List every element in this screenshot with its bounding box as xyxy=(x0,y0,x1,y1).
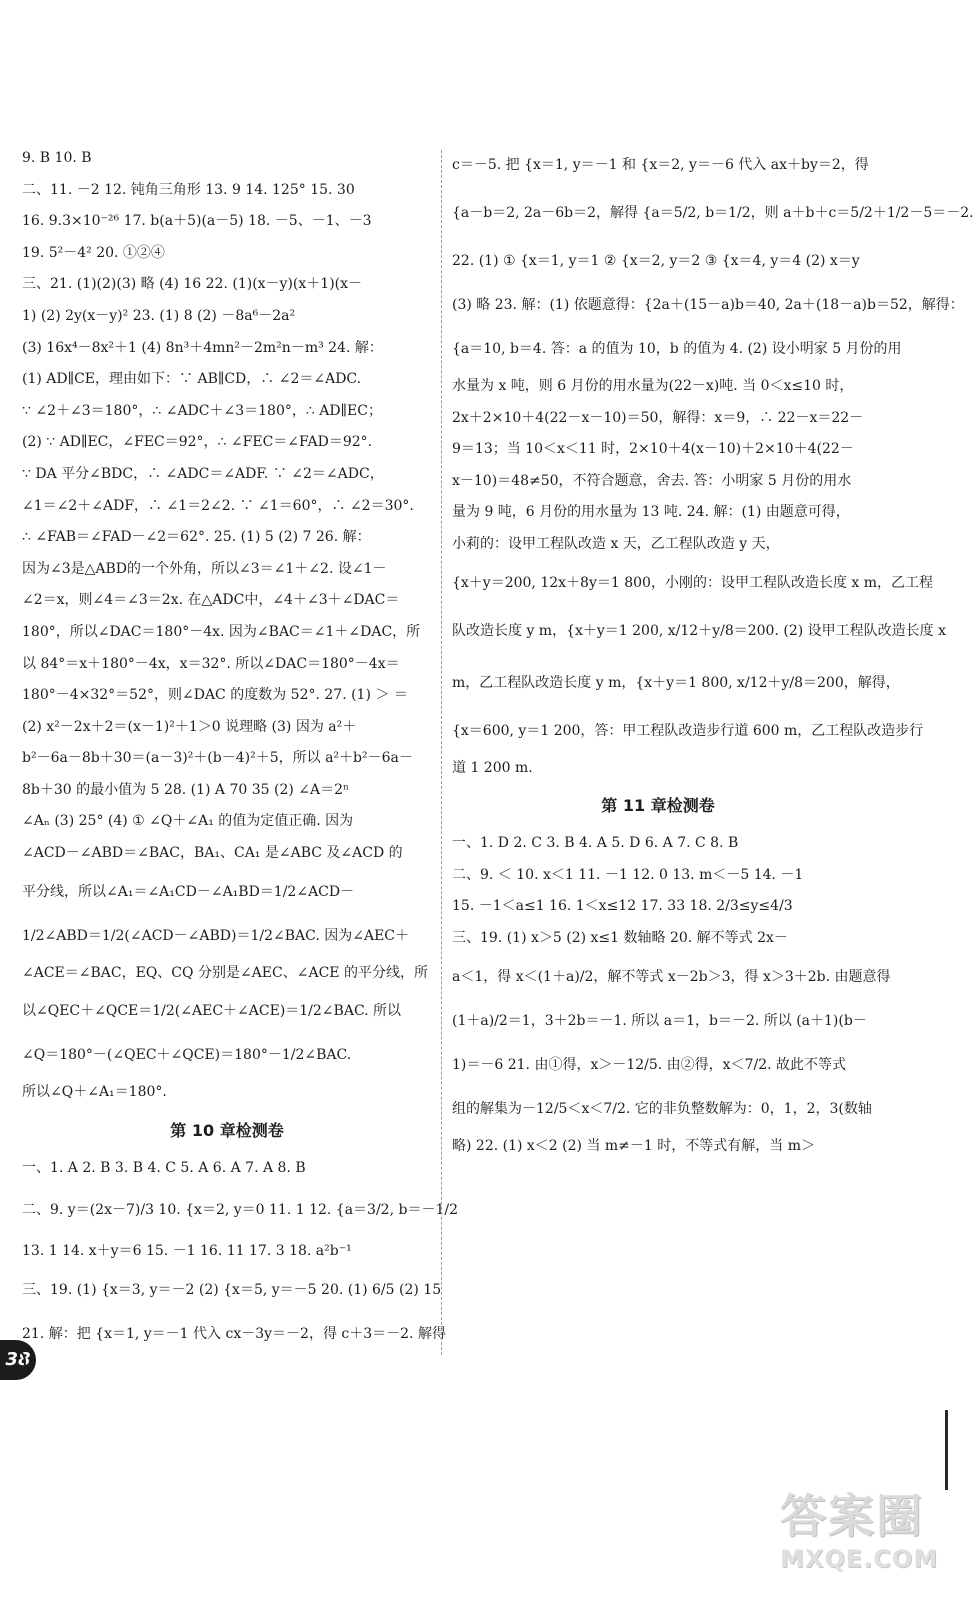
text-line: ∠Q＝180°－(∠QEC＋∠QCE)＝180°－1/2∠BAC. xyxy=(22,1047,352,1064)
text-line: {x＋y＝200, 12x＋8y＝1 800，小刚的：设甲工程队改造长度 x m，乙工程 xyxy=(452,574,934,591)
text-line: 180°－4×32°＝52°，则∠DAC 的度数为 52°. 27. (1) ＞ ＝ xyxy=(22,687,408,704)
text-line: 队改造长度 y m，{x＋y＝1 200, x/12＋y/8＝200. (2) 设甲工程队改造长度 x xyxy=(452,622,946,639)
text-line: ∠ACE＝∠BAC，EQ、CQ 分别是∠AEC、∠ACE 的平分线，所 xyxy=(22,964,428,981)
text-line: (2) ∵ AD∥EC，∠FEC＝92°，∴ ∠FEC＝∠FAD＝92°. xyxy=(22,434,373,451)
text-line: 8b＋30 的最小值为 5 28. (1) A 70 35 (2) ∠A＝2ⁿ xyxy=(22,781,350,798)
text-line: 15. －1＜a≤1 16. 1＜x≤12 17. 33 18. 2/3≤y≤4/3 xyxy=(452,898,793,915)
text-line: 22. (1) ① {x＝1, y＝1 ② {x＝2, y＝2 ③ {x＝4, y＝4 (2) x＝y xyxy=(452,253,860,269)
watermark-logo: 答案圈 xyxy=(780,1489,924,1543)
text-line: {a＝10, b＝4. 答：a 的值为 10，b 的值为 4. (2) 设小明家 5 月份的用 xyxy=(452,341,902,357)
right-answers-block xyxy=(452,143,974,784)
text-line: 9. B 10. B xyxy=(22,150,92,166)
text-line: 二、9. ＜ 10. x＜1 11. －1 12. 0 13. m＜－5 14. －1 xyxy=(452,866,804,883)
text-line: ∵ DA 平分∠BDC，∴ ∠ADC＝∠ADF. ∵ ∠2＝∠ADC， xyxy=(22,465,384,482)
text-line: ∵ ∠2＋∠3＝180°，∴ ∠ADC＋∠3＝180°，∴ AD∥EC； xyxy=(22,402,382,419)
text-line: ∠2＝x，则∠4＝∠3＝2x. 在△ADC中，∠4＋∠3＋∠DAC＝ xyxy=(22,592,400,609)
text-line: x－10)＝48≠50，不符合题意，舍去. 答：小明家 5 月份的用水 xyxy=(452,472,852,489)
text-line: 13. 1 14. x＋y＝6 15. －1 16. 11 17. 3 18. a²b⁻¹ xyxy=(22,1243,352,1260)
chapter-11-answers xyxy=(452,828,891,1162)
chapter-10-answers xyxy=(22,1153,458,1356)
text-line: 因为∠3是△ABD的一个外角，所以∠3＝∠1＋∠2. 设∠1－ xyxy=(22,560,387,577)
text-line: (1) AD∥CE，理由如下：∵ AB∥CD，∴ ∠2＝∠ADC. xyxy=(22,371,362,388)
chapter-10-heading: 第 10 章检测卷 xyxy=(170,1120,284,1140)
text-line: ∠1＝∠2＋∠ADF，∴ ∠1＝2∠2. ∵ ∠1＝60°，∴ ∠2＝30°. xyxy=(22,497,414,514)
text-line: c＝－5. 把 {x＝1, y＝－1 和 {x＝2, y＝－6 代入 ax＋by＝2，得 xyxy=(452,157,869,173)
text-line: 1/2∠ABD＝1/2(∠ACD－∠ABD)＝1/2∠BAC. 因为∠AEC＋ xyxy=(22,927,410,944)
text-line: 2x＋2×10＋4(22－x－10)＝50，解得：x＝9，∴ 22－x＝22－ xyxy=(452,409,864,426)
watermark-url: MXQE.COM xyxy=(780,1545,939,1573)
text-line: 量为 9 吨，6 月份的用水量为 13 吨. 24. 解：(1) 由题意可得， xyxy=(452,504,850,521)
text-line: (3) 16x⁴－8x²＋1 (4) 8n³＋4mn²－2m²n－m³ 24. 解： xyxy=(22,339,383,356)
text-line: (1＋a)/2＝1，3＋2b＝－1. 所以 a＝1，b＝－2. 所以 (a＋1)(b－ xyxy=(452,1012,867,1029)
right-column xyxy=(452,143,974,1162)
text-line: 19. 5²－4² 20. ①②④ xyxy=(22,244,165,261)
column-divider xyxy=(441,150,443,1355)
text-line: 略) 22. (1) x＜2 (2) 当 m≠－1 时，不等式有解，当 m＞ xyxy=(452,1137,815,1154)
text-line: 三、21. (1)(2)(3) 略 (4) 16 22. (1)(x－y)(x＋1)(x－ xyxy=(22,276,363,293)
text-line: 以 84°＝x＋180°－4x，x＝32°. 所以∠DAC＝180°－4x＝ xyxy=(22,655,400,672)
left-column xyxy=(22,143,458,1356)
page-number-badge: 38 xyxy=(0,1340,36,1380)
text-line: 1) (2) 2y(x－y)² 23. (1) 8 (2) －8a⁶－2a² xyxy=(22,307,296,324)
text-line: m，乙工程队改造长度 y m，{x＋y＝1 800, x/12＋y/8＝200，解得， xyxy=(452,674,900,691)
text-line: 9＝13；当 10＜x＜11 时，2×10＋4(x－10)＋2×10＋4(22－ xyxy=(452,441,854,458)
text-line: (2) x²－2x＋2＝(x－1)²＋1＞0 说理略 (3) 因为 a²＋ xyxy=(22,718,357,735)
text-line: ∠ACD－∠ABD＝∠BAC，BA₁、CA₁ 是∠ABC 及∠ACD 的 xyxy=(22,845,403,862)
text-line: {x＝600, y＝1 200，答：甲工程队改造步行道 600 m，乙工程队改造步行 xyxy=(452,722,924,739)
text-line: {a－b＝2, 2a－6b＝2，解得 {a＝5/2, b＝1/2，则 a＋b＋c＝5/2＋1/2－5＝－2. xyxy=(452,205,974,221)
text-line: (3) 略 23. 解：(1) 依题意得：{2a＋(15－a)b＝40, 2a＋(18－a)b＝52，解得： xyxy=(452,297,964,313)
text-line: 道 1 200 m. xyxy=(452,759,533,776)
text-line: a＜1，得 x＜(1＋a)/2，解不等式 x－2b＞3，得 x＞3＋2b. 由题意得 xyxy=(452,968,891,985)
page-edge-mark xyxy=(945,1410,948,1490)
text-line: 三、19. (1) x＞5 (2) x≤1 数轴略 20. 解不等式 2x－ xyxy=(452,929,788,946)
text-line: 180°，所以∠DAC＝180°－4x. 因为∠BAC＝∠1＋∠DAC，所 xyxy=(22,623,421,640)
text-line: 21. 解：把 {x＝1, y＝－1 代入 cx－3y＝－2，得 c＋3＝－2. 解得 xyxy=(22,1326,446,1343)
text-line: 二、9. y＝(2x－7)/3 10. {x＝2, y＝0 11. 1 12. {a＝3/2, b＝－1/2 xyxy=(22,1202,458,1219)
text-line: 平分线，所以∠A₁＝∠A₁CD－∠A₁BD＝1/2∠ACD－ xyxy=(22,883,355,900)
text-line: 二、11. －2 12. 钝角三角形 13. 9 14. 125° 15. 30 xyxy=(22,181,355,198)
text-line: 三、19. (1) {x＝3, y＝－2 (2) {x＝5, y＝－5 20. (1) 6/5 (2) 15 xyxy=(22,1282,442,1299)
text-line: b²－6a－8b＋30＝(a－3)²＋(b－4)²＋5，所以 a²＋b²－6a－ xyxy=(22,750,413,767)
text-line: 一、1. A 2. B 3. B 4. C 5. A 6. A 7. A 8. B xyxy=(22,1159,306,1176)
text-line: 组的解集为－12/5＜x＜7/2. 它的非负整数解为：0，1，2，3(数轴 xyxy=(452,1100,872,1117)
text-line: 16. 9.3×10⁻²⁶ 17. b(a＋5)(a－5) 18. －5、－1、－3 xyxy=(22,213,372,230)
text-line: 1)＝－6 21. 由①得，x＞－12/5. 由②得，x＜7/2. 故此不等式 xyxy=(452,1056,847,1073)
text-line: 以∠QEC＋∠QCE＝1/2(∠AEC＋∠ACE)＝1/2∠BAC. 所以 xyxy=(22,1003,402,1020)
watermark xyxy=(780,1488,950,1588)
text-line: ∠Aₙ (3) 25° (4) ① ∠Q＋∠A₁ 的值为定值正确. 因为 xyxy=(22,813,354,830)
text-line: 水量为 x 吨，则 6 月份的用水量为(22－x)吨. 当 0＜x≤10 时， xyxy=(452,378,854,394)
text-line: 一、1. D 2. C 3. B 4. A 5. D 6. A 7. C 8. B xyxy=(452,835,739,852)
text-line: ∴ ∠FAB＝∠FAD－∠2＝62°. 25. (1) 5 (2) 7 26. 解： xyxy=(22,529,371,546)
text-line: 小莉的：设甲工程队改造 x 天，乙工程队改造 y 天， xyxy=(452,535,780,552)
chapter-11-heading: 第 11 章检测卷 xyxy=(601,796,715,816)
left-answers-block xyxy=(22,143,432,1109)
text-line: 所以∠Q＋∠A₁＝180°. xyxy=(22,1084,167,1101)
